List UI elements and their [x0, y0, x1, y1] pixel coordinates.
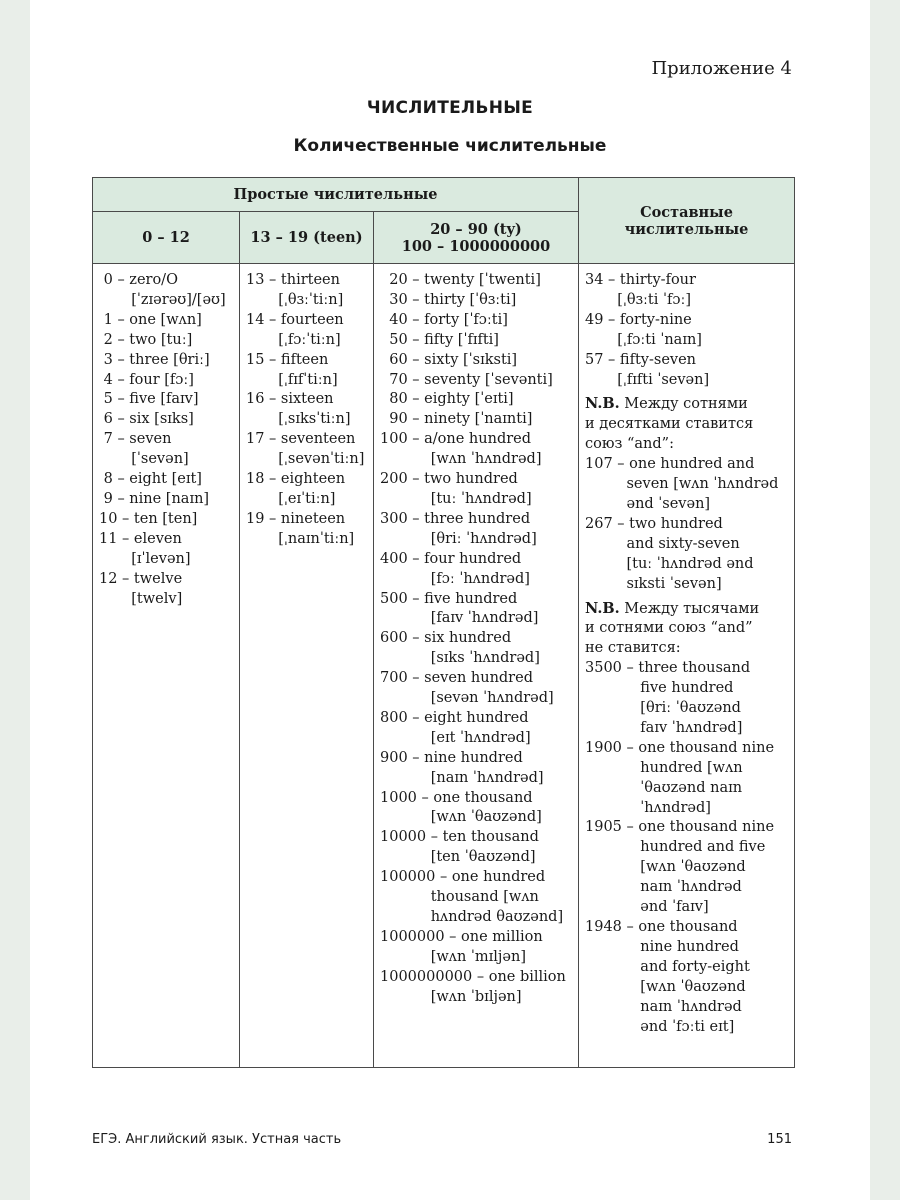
numeral-entry: 60 – sixty [ˈsɪksti]	[380, 351, 518, 368]
numeral-entry: [ˈzɪərəʊ]/[əʊ]	[99, 291, 226, 308]
page-title: ЧИСЛИТЕЛЬНЫЕ	[366, 98, 534, 118]
col-ty-header-line2: 100 – 1000000000	[401, 237, 551, 255]
col-0-12-header: 0 – 12	[93, 212, 240, 264]
numeral-entry: [ˌfɔːˈtiːn]	[246, 331, 341, 348]
nb-label: N.B.	[585, 395, 620, 413]
numeral-entry: thousand [wʌn	[380, 889, 539, 906]
numeral-entry: 1000000 – one million	[380, 928, 543, 945]
numeral-entry: 500 – five hundred	[380, 590, 518, 607]
numeral-entry: 17 – seventeen	[246, 431, 356, 448]
numeral-entry: nine hundred	[585, 938, 739, 955]
numeral-entry: [ˌeɪˈtiːn]	[246, 490, 336, 507]
col-ty-cell	[374, 264, 579, 1068]
numeral-entry: 0 – zero/O	[99, 272, 178, 288]
numeral-entry: 90 – ninety [ˈnaɪnti]	[380, 411, 533, 428]
numeral-entry: 10 – ten [ten]	[99, 510, 198, 527]
numeral-entry: 400 – four hundred	[380, 550, 522, 567]
col-0-12-cell	[93, 264, 240, 1068]
nb-line: Между тысячами	[619, 600, 760, 617]
page-number: 151	[767, 1132, 792, 1147]
numeral-entry: 7 – seven	[99, 431, 172, 448]
numeral-entry: 3 – three [θriː]	[99, 351, 210, 368]
numeral-entry: [ˌsevənˈtiːn]	[246, 451, 365, 468]
numeral-entry: 3500 – three thousand	[585, 660, 751, 677]
numeral-entry: [ˈsevən]	[99, 451, 189, 468]
numeral-entry: faɪv ˈhʌndrəd]	[585, 719, 743, 736]
numeral-entry: 267 – two hundred	[585, 515, 723, 532]
numeral-entry: 14 – fourteen	[246, 311, 344, 328]
numeral-entry: [sevən ˈhʌndrəd]	[380, 690, 554, 707]
footer-book-title: ЕГЭ. Английский язык. Устная часть	[92, 1132, 342, 1147]
numeral-entry: 900 – nine hundred	[380, 749, 523, 766]
numeral-entry: 300 – three hundred	[380, 510, 531, 527]
numeral-entry: 1948 – one thousand	[585, 919, 738, 935]
numeral-entry: 600 – six hundred	[380, 630, 512, 647]
numeral-entry: hundred and five	[585, 839, 766, 856]
numeral-entry: 70 – seventy [ˈsevənti]	[380, 371, 553, 388]
nb-line: Между сотнями	[619, 396, 748, 413]
numeral-entry: naɪn ˈhʌndrəd	[585, 998, 742, 1015]
numeral-entry: 200 – two hundred	[380, 471, 518, 488]
numeral-entry: 1000000000 – one billion	[380, 968, 566, 985]
numeral-entry: 100 – a/one hundred	[380, 431, 532, 448]
numeral-entry: 18 – eighteen	[246, 471, 346, 488]
numeral-entry: [ˌθɜːti ˈfɔː]	[585, 291, 691, 308]
compound-cell	[579, 264, 795, 1068]
numeral-entry: 11 – eleven	[99, 530, 182, 547]
numeral-entry: 800 – eight hundred	[380, 709, 529, 726]
numeral-entry: 1900 – one thousand nine	[585, 739, 775, 756]
nb-note-2	[585, 599, 788, 660]
numeral-entry: [θriː ˈhʌndrəd]	[380, 530, 537, 547]
page-subtitle: Количественные числительные	[293, 136, 607, 156]
numeral-entry: [tuː ˈhʌndrəd ənd	[585, 555, 754, 572]
numeral-entry: [sɪks ˈhʌndrəd]	[380, 650, 540, 667]
appendix-label: Приложение 4	[651, 58, 792, 79]
numeral-entry: 12 – twelve	[99, 570, 183, 587]
nb-label: N.B.	[585, 599, 620, 617]
numeral-entry: 34 – thirty-four	[585, 272, 696, 288]
nb-note-1	[585, 394, 788, 455]
numeral-entry: 4 – four [fɔː]	[99, 371, 194, 388]
numeral-entry: 700 – seven hundred	[380, 670, 533, 687]
col-ty-header-line1: 20 – 90 (ty)	[430, 220, 522, 238]
numeral-entry: and sixty-seven	[585, 535, 740, 552]
numeral-entry: [wʌn ˈθaʊzənd]	[380, 809, 542, 826]
col-teen-header: 13 – 19 (teen)	[240, 212, 374, 264]
numeral-entry: ˈhʌndrəd]	[585, 799, 711, 816]
numeral-entry: 49 – forty-nine	[585, 311, 692, 328]
numeral-entry: 2 – two [tuː]	[99, 331, 193, 348]
numeral-entry: [tuː ˈhʌndrəd]	[380, 490, 532, 507]
numeral-entry: [fɔː ˈhʌndrəd]	[380, 570, 530, 587]
numeral-entry: 20 – twenty [ˈtwenti]	[380, 272, 541, 288]
numeral-entry: and forty-eight	[585, 958, 750, 975]
compound-header-line2: числительные	[624, 220, 749, 238]
numeral-entry: 13 – thirteen	[246, 272, 340, 288]
numeral-entry: ənd ˈfaɪv]	[585, 899, 709, 916]
numeral-entry: 100000 – one hundred	[380, 869, 546, 886]
numeral-entry: 57 – fifty-seven	[585, 351, 697, 368]
numeral-entry: [ˌsɪksˈtiːn]	[246, 411, 351, 428]
numeral-entry: 107 – one hundred and	[585, 456, 755, 473]
nb-line: и сотнями союз “and”	[585, 620, 753, 637]
numeral-entry: 1 – one [wʌn]	[99, 311, 202, 328]
numeral-entry: naɪn ˈhʌndrəd	[585, 879, 742, 896]
numeral-entry: [ˌfɪfti ˈsevən]	[585, 371, 710, 388]
numeral-entry: five hundred	[585, 680, 734, 697]
compound-header-line1: Составные	[640, 203, 733, 221]
book-page	[30, 0, 870, 1200]
numeral-entry: [ˌfɪfˈtiːn]	[246, 371, 338, 388]
simple-numerals-header: Простые числительные	[93, 178, 579, 212]
numeral-entry: 15 – fifteen	[246, 351, 329, 368]
numeral-entry: 80 – eighty [ˈeɪti]	[380, 391, 514, 408]
nb-line: союз “and”:	[585, 436, 674, 453]
numeral-entry: 5 – five [faɪv]	[99, 391, 199, 408]
numeral-entry: [ˌθɜːˈtiːn]	[246, 291, 344, 308]
numeral-entry: 10000 – ten thousand	[380, 829, 539, 846]
numeral-entry: 16 – sixteen	[246, 391, 334, 408]
numeral-entry: [twelv]	[99, 590, 183, 607]
numeral-entry: [ˌnaɪnˈtiːn]	[246, 530, 355, 547]
numeral-entry: 8 – eight [eɪt]	[99, 471, 202, 488]
numeral-entry: 19 – nineteen	[246, 510, 346, 527]
numeral-entry: 6 – six [sɪks]	[99, 411, 194, 428]
numeral-entry: [ˌfɔːti ˈnaɪn]	[585, 331, 702, 348]
numeral-entry: 9 – nine [naɪn]	[99, 490, 210, 507]
numeral-entry: 50 – fifty [ˈfɪfti]	[380, 331, 499, 348]
numeral-entry: 40 – forty [ˈfɔːti]	[380, 311, 508, 328]
compound-numerals-header	[579, 178, 795, 264]
numeral-entry: 1000 – one thousand	[380, 789, 533, 806]
nb-line: не ставится:	[585, 640, 681, 657]
numeral-entry: hundred [wʌn	[585, 759, 743, 776]
numeral-entry: sɪksti ˈsevən]	[585, 575, 722, 592]
numeral-entry: [faɪv ˈhʌndrəd]	[380, 610, 539, 627]
numeral-entry: [wʌn ˈθaʊzənd	[585, 859, 746, 876]
col-teen-cell	[240, 264, 374, 1068]
numeral-entry: seven [wʌn ˈhʌndrəd	[585, 476, 779, 493]
numeral-entry: 1905 – one thousand nine	[585, 819, 775, 836]
numeral-entry: [wʌn ˈbɪljən]	[380, 988, 522, 1005]
numeral-entry: ˈθaʊzənd naɪn	[585, 779, 743, 796]
numeral-entry: ənd ˈfɔːti eɪt]	[585, 1018, 735, 1035]
numeral-entry: [eɪt ˈhʌndrəd]	[380, 729, 531, 746]
nb-line: и десятками ставится	[585, 416, 754, 433]
numeral-entry: [wʌn ˈmɪljən]	[380, 948, 526, 965]
numeral-entry: [ten ˈθaʊzənd]	[380, 849, 536, 866]
numeral-entry: [θriː ˈθaʊzənd	[585, 700, 741, 717]
numeral-entry: hʌndrəd θaʊzənd]	[380, 909, 564, 925]
col-ty-header	[374, 212, 579, 264]
numeral-entry: 30 – thirty [ˈθɜːti]	[380, 291, 517, 308]
numeral-entry: [naɪn ˈhʌndrəd]	[380, 769, 544, 786]
numerals-table	[92, 177, 795, 1068]
numeral-entry: ənd ˈsevən]	[585, 495, 711, 512]
numeral-entry: [wʌn ˈθaʊzənd	[585, 978, 746, 995]
numeral-entry: [ɪˈlevən]	[99, 550, 191, 567]
numeral-entry: [wʌn ˈhʌndrəd]	[380, 451, 542, 468]
